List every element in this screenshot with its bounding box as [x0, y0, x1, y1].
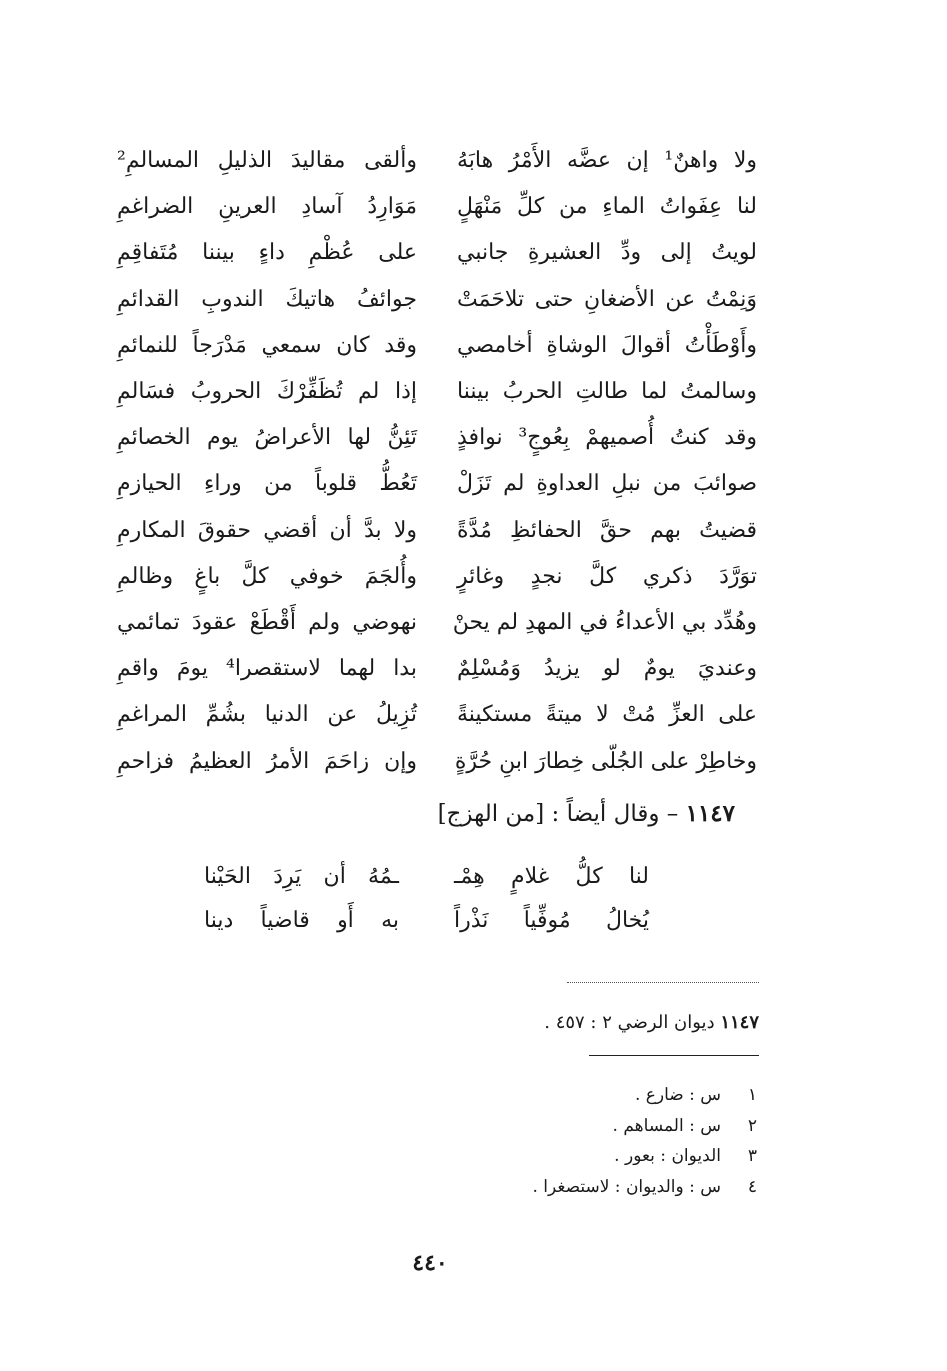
- page-number: ٤٤٠: [412, 1250, 448, 1276]
- footnote: [437, 1172, 757, 1203]
- dotted-divider: [567, 982, 759, 983]
- verse-line: [117, 646, 757, 692]
- verse-first-hemistich: قضيتُ بهم حقَّ الحفائظِ مُدَّةً: [457, 517, 757, 543]
- verse-second-hemistich: إذا لم تُظَفِّرْكَ الحروبُ فسَالمِ: [117, 379, 417, 405]
- verse-first-hemistich: وخاطِرْ على الجُلّى خِطارَ ابنِ حُرَّةٍ: [454, 748, 757, 774]
- verse-line: [117, 138, 757, 184]
- verse-second-hemistich: ولا بدَّ أن أقضي حقوقَ المكارمِ: [117, 517, 417, 543]
- source-text: ديوان الرضي ٢ : ٤٥٧ .: [544, 1012, 715, 1033]
- verse-line: [117, 230, 757, 276]
- source-reference: [544, 1012, 759, 1033]
- verse-line: [204, 855, 649, 899]
- verse-second-hemistich: تَئِنُّ لها الأعراضُ يوم الخصائمِ: [117, 425, 417, 451]
- verse-second-hemistich: تَعُطُّ قلوباً من وراءِ الحيازمِ: [117, 471, 417, 497]
- verse-first-hemistich: يُخالُ مُوفِّياً نَذْراً: [454, 908, 649, 933]
- footnote-text: الديوان : بعور .: [614, 1146, 721, 1167]
- verse-first-hemistich: لنا عِفَواتُ الماءِ من كلِّ مَنْهَلٍ: [457, 194, 757, 220]
- verse-first-hemistich: وسالمتُ لما طالتِ الحربُ بيننا: [457, 379, 757, 405]
- verse-line: [117, 692, 757, 738]
- footnote-text: س : المساهم .: [612, 1115, 721, 1136]
- footnote-number: ٢: [747, 1115, 757, 1136]
- verse-second-hemistich: وقد كان سمعي مَدْرَجاً للنمائمِ: [117, 332, 417, 358]
- verse-first-hemistich: ولا واهنٌ¹ إن عضَّه الأَمْرُ هابَهُ: [457, 148, 758, 174]
- verse-first-hemistich: توَرَّدَ ذكري كلَّ نجدٍ وغائرٍ: [457, 563, 757, 589]
- footnote-text: س : والديوان : لاستصغرا .: [532, 1176, 721, 1197]
- footnote-number: ١: [747, 1085, 757, 1106]
- footnotes: [437, 1080, 757, 1202]
- verse-first-hemistich: وهُدِّد بي الأعداءُ في المهدِ لم يحنْ: [452, 609, 757, 635]
- verse-second-hemistich: جوائفُ هاتيكَ الندوبِ القدائمِ: [117, 286, 417, 312]
- verse-first-hemistich: لويتُ إلى ودِّ العشيرةِ جانبي: [457, 240, 757, 266]
- verse-line: [117, 554, 757, 600]
- verse-first-hemistich: وَنِمْتُ عن الأضغانِ حتى تلاحَمَتْ: [457, 286, 757, 312]
- footnote-number: ٤: [747, 1176, 757, 1197]
- verse-first-hemistich: وأَوْطَأْتُ أقوالَ الوشاةِ أخامصي: [457, 332, 757, 358]
- verse-first-hemistich: وقد كنتُ أُصميهمْ بِعُوجٍ³ نوافذٍ: [457, 425, 757, 451]
- verse-second-hemistich: نهوضي ولم أَقْطَعْ عقودَ تمائمي: [117, 609, 417, 635]
- verse-first-hemistich: وعنديَ يومٌ لو يزيدُ وَمُسْلِمٌ: [457, 656, 757, 682]
- footnote-divider: [589, 1055, 759, 1056]
- verse-line: [117, 369, 757, 415]
- verse-first-hemistich: لنا كلُّ غلامٍ هِمْـ: [454, 864, 649, 889]
- poem-section: [117, 138, 757, 785]
- verse-line: [117, 600, 757, 646]
- verse-second-hemistich: تُزِيلُ عن الدنيا بشُمِّ المراغمِ: [117, 702, 417, 728]
- verse-line: [117, 184, 757, 230]
- footnote: [437, 1141, 757, 1172]
- footnote: [437, 1080, 757, 1111]
- verse-line: [117, 461, 757, 507]
- verse-second-hemistich: به أَو قاضياً دينا: [204, 908, 399, 933]
- footnote: [437, 1111, 757, 1142]
- verse-line: [117, 738, 757, 784]
- poem-heading-text: – وقال أيضاً : [من الهزج]: [437, 801, 679, 827]
- footnote-number: ٣: [747, 1146, 757, 1167]
- verse-line: [117, 277, 757, 323]
- verse-second-hemistich: وأُلجَمَ خوفي كلَّ باغٍ وظالمِ: [117, 563, 417, 589]
- verse-second-hemistich: وألقى مقاليدَ الذليلِ المسالمِ²: [117, 148, 417, 174]
- verse-line: [117, 323, 757, 369]
- poem-heading: [438, 800, 735, 827]
- verse-second-hemistich: على عُظْمِ داءٍ بيننا مُتَفاقِمِ: [117, 240, 417, 266]
- verse-second-hemistich: مَوَارِدُ آسادِ العرينِ الضراغمِ: [117, 194, 417, 220]
- verse-line: [204, 899, 649, 943]
- poem-number: ١١٤٧: [685, 800, 735, 827]
- verse-second-hemistich: ـمُهُ أن يَرِدَ الحَيْنا: [204, 864, 399, 889]
- footnote-text: س : ضارع .: [634, 1085, 721, 1106]
- verse-first-hemistich: صوائبَ من نبلِ العداوةِ لم تَزَلْ: [457, 471, 757, 497]
- verse-second-hemistich: بدا لهما لاستقصرا⁴ يومَ واقمِ: [117, 656, 417, 682]
- verse-first-hemistich: على العزِّ مُتْ لا ميتةً مستكينةً: [457, 702, 757, 728]
- verse-second-hemistich: وإن زاحَمَ الأمرُ العظيمُ فزاحمِ: [117, 748, 417, 774]
- verse-line: [117, 415, 757, 461]
- poem-section-2: [204, 855, 649, 943]
- verse-line: [117, 508, 757, 554]
- source-poem-number: ١١٤٧: [720, 1012, 759, 1033]
